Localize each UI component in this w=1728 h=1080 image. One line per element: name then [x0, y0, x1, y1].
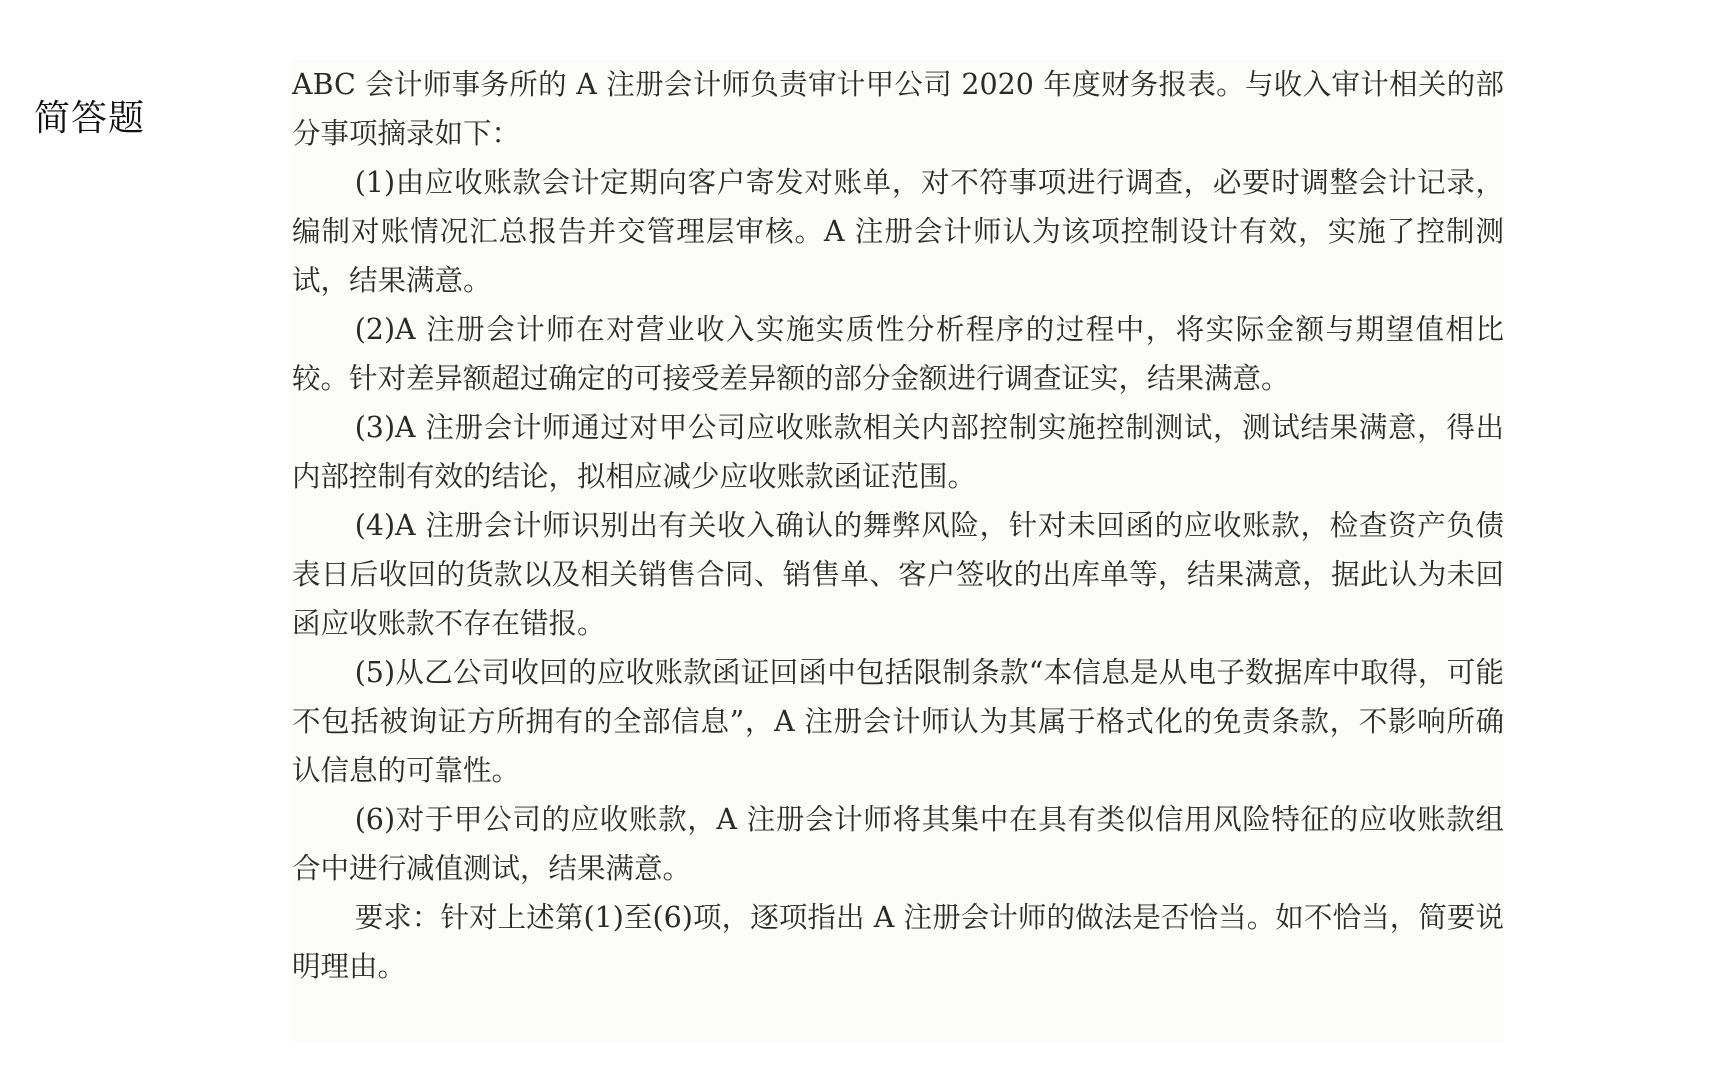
question-item-5: (5)从乙公司收回的应收账款函证回函中包括限制条款“本信息是从电子数据库中取得，可能不包括被询证方所拥有的全部信息”，A 注册会计师认为其属于格式化的免责条款，不影响所确认信息的可靠性。 [292, 656, 1504, 787]
question-requirement: 要求：针对上述第(1)至(6)项，逐项指出 A 注册会计师的做法是否恰当。如不恰当，简要说明理由。 [292, 901, 1504, 983]
question-type-label: 简答题 [34, 98, 146, 139]
question-item-1: (1)由应收账款会计定期向客户寄发对账单，对不符事项进行调查，必要时调整会计记录，编制对账情况汇总报告并交管理层审核。A 注册会计师认为该项控制设计有效，实施了控制测试，结果满意。 [292, 166, 1504, 297]
question-item-3: (3)A 注册会计师通过对甲公司应收账款相关内部控制实施控制测试，测试结果满意，得出内部控制有效的结论，拟相应减少应收账款函证范围。 [292, 411, 1504, 493]
question-text-image [292, 60, 1504, 1042]
question-item-6: (6)对于甲公司的应收账款，A 注册会计师将其集中在具有类似信用风险特征的应收账款组合中进行减值测试，结果满意。 [292, 803, 1504, 885]
question-intro: ABC 会计师事务所的 A 注册会计师负责审计甲公司 2020 年度财务报表。与收入审计相关的部分事项摘录如下： [292, 68, 1504, 150]
question-item-2: (2)A 注册会计师在对营业收入实施实质性分析程序的过程中，将实际金额与期望值相比较。针对差异额超过确定的可接受差异额的部分金额进行调查证实，结果满意。 [292, 313, 1504, 395]
question-item-4: (4)A 注册会计师识别出有关收入确认的舞弊风险，针对未回函的应收账款，检查资产负债表日后收回的货款以及相关销售合同、销售单、客户签收的出库单等，结果满意，据此认为未回函应收账款不存在错报。 [292, 509, 1504, 640]
